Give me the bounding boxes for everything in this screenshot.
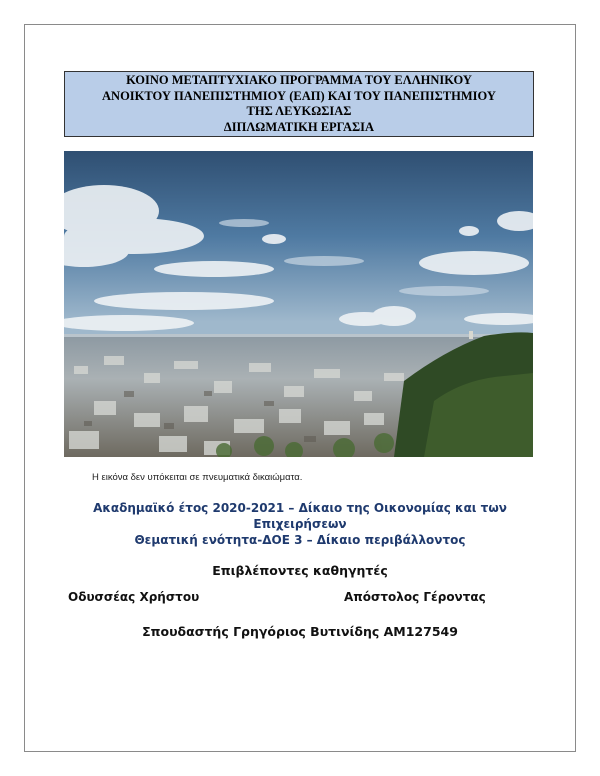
thematic-unit: Θεματική ενότητα-ΔΟΕ 3 – Δίκαιο περιβάλλοντος [134, 533, 466, 547]
academic-year-line-1: Ακαδημαϊκό έτος 2020-2021 – Δίκαιο της Οικονομίας και των [93, 501, 507, 515]
supervisor-2: Απόστολος Γέροντας [344, 590, 486, 604]
title-line-2: ΑΝΟΙΚΤΟΥ ΠΑΝΕΠΙΣΤΗΜΙΟΥ (ΕΑΠ) ΚΑΙ ΤΟΥ ΠΑΝΕΠΙΣΤΗΜΙΟΥ [102, 88, 496, 103]
academic-year-line-2: Επιχειρήσεων [253, 517, 347, 531]
title-box [64, 71, 534, 137]
title-line-1: ΚΟΙΝΟ ΜΕΤΑΠΤΥΧΙΑΚΟ ΠΡΟΓΡΑΜΜΑ ΤΟΥ ΕΛΛΗΝΙΚΟΥ [126, 73, 472, 87]
title-line-4: ΔΙΠΛΩΜΑΤΙΚΗ ΕΡΓΑΣΙΑ [223, 119, 375, 134]
supervisor-1: Οδυσσέας Χρήστου [68, 590, 200, 604]
photo-caption: Η εικόνα δεν υπόκειται σε πνευματικά δικαιώματα. [92, 472, 303, 483]
student-line: Σπουδαστής Γρηγόριος Βυτινίδης ΑΜ127549 [142, 624, 458, 639]
academic-year [40, 500, 560, 532]
title-line-3: ΤΗΣ ΛΕΥΚΩΣΙΑΣ [246, 104, 352, 118]
city-skyline-photo [64, 151, 533, 457]
supervisors-heading: Επιβλέποντες καθηγητές [212, 563, 388, 578]
